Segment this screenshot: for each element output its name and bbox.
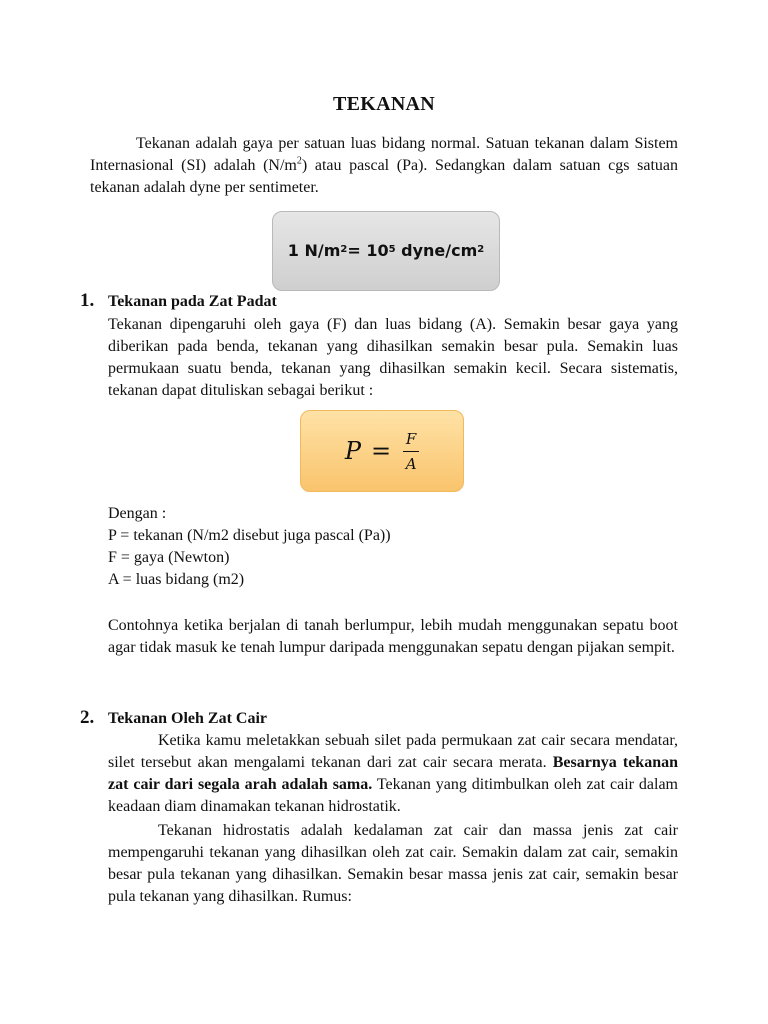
pressure-formula <box>345 429 419 474</box>
section-2-number: 2. <box>80 707 95 728</box>
section-2-heading <box>80 707 267 730</box>
conversion-text-3: dyne/cm <box>395 241 478 260</box>
section-1-example: Contohnya ketika berjalan di tanah berlumpur, lebih mudah menggunakan sepatu boot agar tidak masuk ke tenah lumpur daripada menggunakan sepatu dengan pijakan sempit. <box>108 617 678 656</box>
legend-item: F = gaya (Newton) <box>108 549 230 566</box>
section-1-number: 1. <box>80 290 95 311</box>
formula-equals: = <box>371 437 392 465</box>
section-2-paragraph-2: Tekanan hidrostatis adalah kedalaman zat cair dan massa jenis zat cair mempengaruhi tekanan yang dihasilkan oleh zat cair. Semakin dalam zat cair, semakin besar pula tekanan yang dihasilkan. Semakin besar massa jenis zat cair, semakin besar pula tekanan yang dihasilkan. Rumus: <box>108 822 678 905</box>
section-2-paragraph-1 <box>108 730 678 818</box>
intro-superscript: 2 <box>296 155 302 167</box>
conversion-box: 1 N/m $^2$ = 10 $^5$ dyne/cm $^2$ <box>272 211 500 291</box>
section-2-bold-statement: Besarnya tekanan zat cair dari segala arah adalah sama. <box>108 754 678 793</box>
formula-lhs: P <box>344 437 362 465</box>
conversion-text-2: = 10 <box>347 241 389 260</box>
section-2-text-1: Ketika kamu meletakkan sebuah silet pada permukaan zat cair secara mendatar, silet tersebut akan mengalami tekanan dari zat cair secara merata. <box>108 732 678 771</box>
intro-text-2: ) atau pascal (Pa). Sedangkan dalam satuan cgs satuan tekanan adalah dyne per sentimeter. <box>90 157 679 196</box>
formula-legend <box>108 503 678 591</box>
section-1-title: Tekanan pada Zat Padat <box>108 293 277 310</box>
pressure-formula-box <box>300 410 464 492</box>
section-1-paragraph: Tekanan dipengaruhi oleh gaya (F) dan luas bidang (A). Semakin besar gaya yang diberikan pada benda, tekanan yang dihasilkan semakin besar pula. Semakin luas permukaan suatu benda, tekanan yang dihasilkan semakin kecil. Secara sistematis, tekanan dapat dituliskan sebagai berikut : <box>108 316 678 399</box>
legend-item: P = tekanan (N/m2 disebut juga pascal (Pa)) <box>108 527 391 544</box>
legend-item: A = luas bidang (m2) <box>108 571 245 588</box>
page-title: TEKANAN <box>332 93 436 115</box>
section-2-title: Tekanan Oleh Zat Cair <box>108 710 267 727</box>
formula-fraction <box>403 429 419 474</box>
legend-intro: Dengan : <box>108 505 167 522</box>
intro-paragraph <box>90 133 678 199</box>
fraction-bar <box>403 451 419 452</box>
intro-text-1: Tekanan adalah gaya per satuan luas bidang normal. Satuan tekanan dalam Sistem Internasional (SI) adalah (N/m <box>90 135 678 174</box>
section-2-text-2: Tekanan yang ditimbulkan oleh zat cair dalam keadaan diam dinamakan tekanan hidrostatik. <box>108 776 678 815</box>
conversion-text-1: 1 N/m <box>287 241 341 260</box>
section-1-heading <box>80 290 277 313</box>
formula-numerator: F <box>405 429 417 448</box>
formula-denominator: A <box>405 454 417 473</box>
